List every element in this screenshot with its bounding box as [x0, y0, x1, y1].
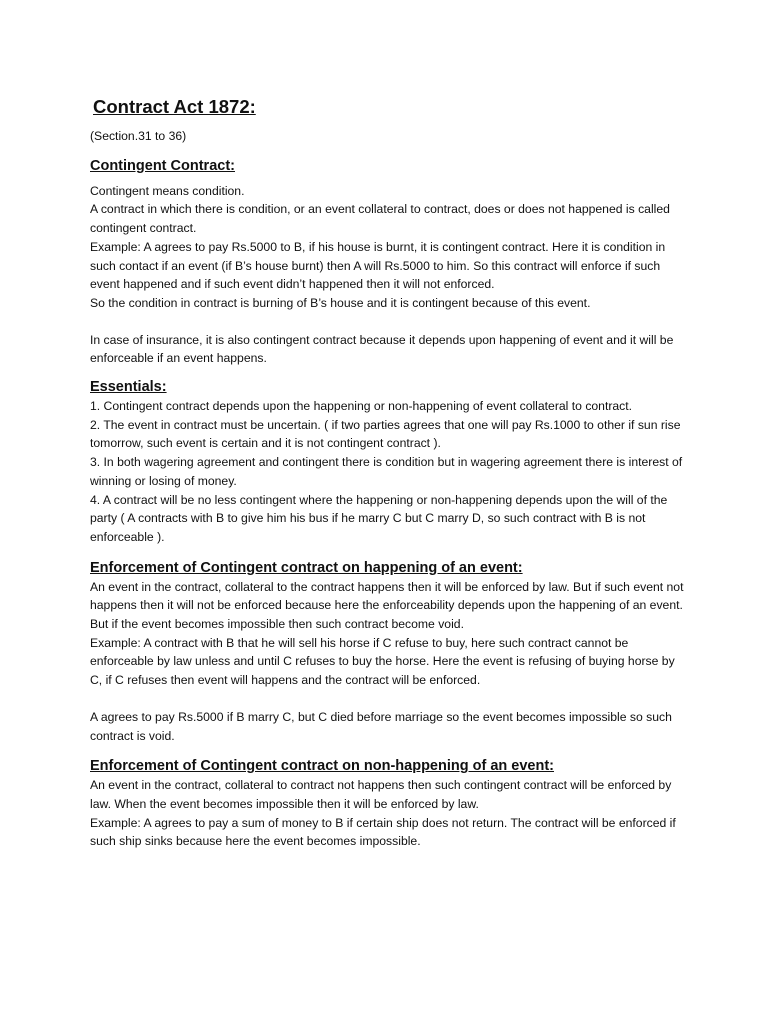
- paragraph: In case of insurance, it is also contingent contract because it depends upon happening of event and it will be enforceable if an event happens.: [90, 332, 674, 366]
- heading-contingent-contract: Contingent Contract:: [90, 157, 235, 174]
- section-range: (Section.31 to 36): [90, 129, 187, 143]
- document-body: [90, 96, 685, 851]
- heading-enforcement-non-happening: Enforcement of Contingent contract on non-happening of an event:: [90, 758, 554, 775]
- spacer: [90, 745, 685, 756]
- paragraph: Example: A contract with B that he will sell his horse if C refuse to buy, here such contract cannot be enforceable by law unless and until C refuses to buy the horse. Here the event is refusing of buying horse by C, if C refuses then event will happens and the contract will be enforced.: [90, 635, 675, 688]
- paragraph: Example: A agrees to pay Rs.5000 to B, if his house is burnt, it is contingent contract. Here it is condition in such contact if an event (if B’s house burnt) then A will Rs.5000 to him. So this contract will enforce if such event happened and if such event didn’t happened then it will not enforced.: [90, 239, 666, 292]
- spacer: [90, 368, 685, 377]
- spacer: [90, 690, 685, 708]
- paragraph: So the condition in contract is burning of B’s house and it is contingent because of this event.: [90, 295, 591, 310]
- paragraph: An event in the contract, collateral to the contract happens then it will be enforced by law. But if such event not happens then it will not be enforced because here the enforceability depends upon the happening of an event.: [90, 579, 684, 613]
- document-title: Contract Act 1872:: [93, 96, 256, 117]
- list-item: 2. The event in contract must be uncertain. ( if two parties agrees that one will pay Rs.1000 to other if sun rise tomorrow, such event is certain and it is not contingent contract ).: [90, 417, 681, 451]
- list-item: 3. In both wagering agreement and contingent there is condition but in wagering agreement there is interest of winning or losing of money.: [90, 455, 683, 488]
- paragraph: Example: A agrees to pay a sum of money to B if certain ship does not return. The contract will be enforced if such ship sinks because here the event becomes impossible.: [90, 815, 676, 849]
- paragraph: A agrees to pay Rs.5000 if B marry C, but C died before marriage so the event becomes impossible so such contract is void.: [90, 709, 672, 743]
- list-item: 4. A contract will be no less contingent where the happening or non-happening depends upon the will of the party ( A contracts with B to give him his bus if he marry C but C marry D, so such contract with B is not enforceable ).: [90, 492, 668, 544]
- heading-essentials: Essentials:: [90, 379, 167, 396]
- heading-enforcement-happening: Enforcement of Contingent contract on happening of an event:: [90, 559, 523, 576]
- paragraph: But if the event becomes impossible then such contract become void.: [90, 617, 464, 632]
- spacer: [90, 547, 685, 558]
- paragraph: An event in the contract, collateral to contract not happens then such contingent contract will be enforced by law. When the event becomes impossible then it will be enforced by law.: [90, 778, 672, 811]
- list-item: 1. Contingent contract depends upon the happening or non-happening of event collateral to contract.: [90, 399, 633, 414]
- paragraph: A contract in which there is condition, or an event collateral to contract, does or does not happened is called contingent contract.: [90, 202, 670, 236]
- spacer: [90, 313, 685, 331]
- paragraph: Contingent means condition.: [90, 183, 245, 198]
